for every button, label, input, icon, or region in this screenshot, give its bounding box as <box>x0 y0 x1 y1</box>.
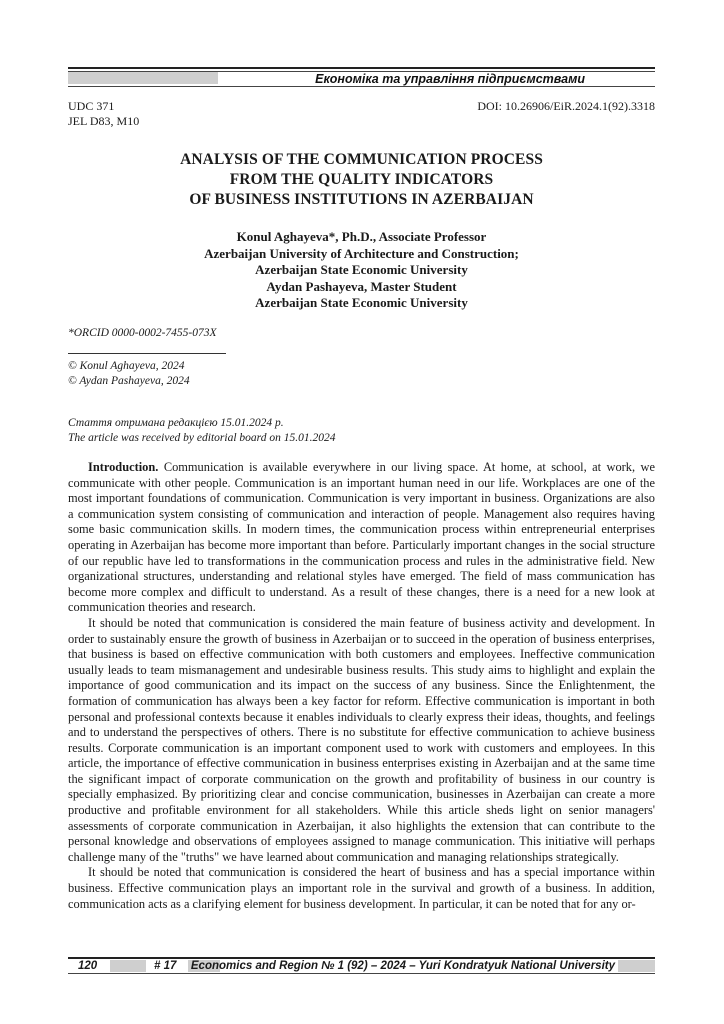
issue-tag: # 17 <box>154 960 177 972</box>
journal-footer-title: Economics and Region № 1 (92) – 2024 – Yuri Kondratyuk National University <box>190 960 615 972</box>
affiliation-line: Azerbaijan State Economic University <box>255 262 468 277</box>
received-line-uk: Стаття отримана редакцією 15.01.2024 р. <box>68 417 284 429</box>
intro-heading: Introduction. <box>88 460 159 474</box>
paragraph: It should be noted that communication is considered the heart of business and has a special importance within business. Effective communication plays an important role in the survival and growth of a business. In addition, communication acts as a clarifying element for business development. In particular, it can be noted that for any or- <box>68 865 655 911</box>
page-number: 120 <box>78 960 98 972</box>
header-rule-top <box>68 67 655 69</box>
received-line-en: The article was received by editorial board on 15.01.2024 <box>68 432 336 444</box>
classification-codes <box>68 99 139 129</box>
doi: DOI: 10.26906/EiR.2024.1(92).3318 <box>477 99 655 113</box>
paper-title <box>68 150 655 210</box>
article-body <box>68 460 655 912</box>
udc-code: UDC 371 <box>68 99 115 113</box>
paragraph-text: Communication is available everywhere in our living space. At home, at school, at work, we communicate with other people. Communication is an important human need in our life. Workplaces are one of the most important foundations of communication. Communication is very important in business. Organizations are also a communication system consisting of communication and interaction of people. Management also requires having some basic communication skills. In modern times, the communication process within entrepreneurial enterprises operating in Azerbaijan has become more important than before. Particularly important changes in the social structure of our republic have led to transformations in the communication process and rules in the administrative field. New organizational structures, understanding and relational styles have emerged. The field of mass communication has become more complex and difficult to understand. As a result of these changes, there is a need for a new look at communication theories and research. <box>68 460 655 615</box>
journal-section-title: Економіка та управління підприємствами <box>315 72 585 86</box>
title-line: ANALYSIS OF THE COMMUNICATION PROCESS <box>180 151 543 168</box>
received-note <box>68 416 335 446</box>
header-rule-bottom <box>68 86 655 87</box>
copyright-line: © Konul Aghayeva, 2024 <box>68 360 185 372</box>
paragraph: It should be noted that communication is considered the main feature of business activity and development. In order to sustainably ensure the growth of business in Azerbaijan or to succeed in the operation of business enterprises, that business is based on effective communication with both customers and employees. Ineffective communication usually leads to team mismanagement and undesirable business results. This study aims to highlight and explain the importance of good communication and its impact on the success of any business. Since the Enlightenment, the formation of communication has always been a key factor for reform. Effective communication is important in both personal and professional contexts because it enables individuals to clearly express their ideas, thoughts, and feelings and to understand the perspectives of others. There is no substitute for effective communication to achieve business results. Corporate communication is an important component used to work with customers and employees. In this article, the importance of effective communication in business enterprises existing in Azerbaijan and at the same time the significant impact of corporate communication on the growth and profitability of business in our country is specially emphasized. By prioritizing clear and concise communication, businesses in Azerbaijan can create a more productive and profitable environment for all stakeholders. While this article sheds light on senior managers' assessments of corporate communication in Azerbaijan, it also highlights the extension that can contribute to the personal knowledge and observations of employees assigned to manage communication. This initiative will perhaps challenge many of the "truths" we have learned about communication and managing relationships strategically. <box>68 615 655 864</box>
author-line: Aydan Pashayeva, Master Student <box>266 278 457 294</box>
copyright-divider <box>68 353 226 354</box>
paragraph <box>68 460 655 616</box>
author-line: Konul Aghayeva*, Ph.D., Associate Professor <box>236 229 487 244</box>
title-line: OF BUSINESS INSTITUTIONS IN AZERBAIJAN <box>189 191 534 208</box>
copyright-line: © Aydan Pashayeva, 2024 <box>68 375 190 387</box>
title-line: FROM THE QUALITY INDICATORS <box>229 171 494 188</box>
jel-code: JEL D83, M10 <box>68 114 140 128</box>
affiliation-line: Azerbaijan State Economic University <box>255 295 468 310</box>
copyright-block <box>68 359 190 389</box>
footer-rule-bottom <box>68 973 655 974</box>
orcid: *ORCID 0000-0002-7455-073X <box>68 327 217 339</box>
running-footer <box>68 955 655 977</box>
running-header <box>68 64 655 86</box>
header-gray-bar <box>68 72 218 84</box>
affiliation-line: Azerbaijan University of Architecture and Construction; <box>204 245 519 261</box>
author-block <box>68 229 655 312</box>
